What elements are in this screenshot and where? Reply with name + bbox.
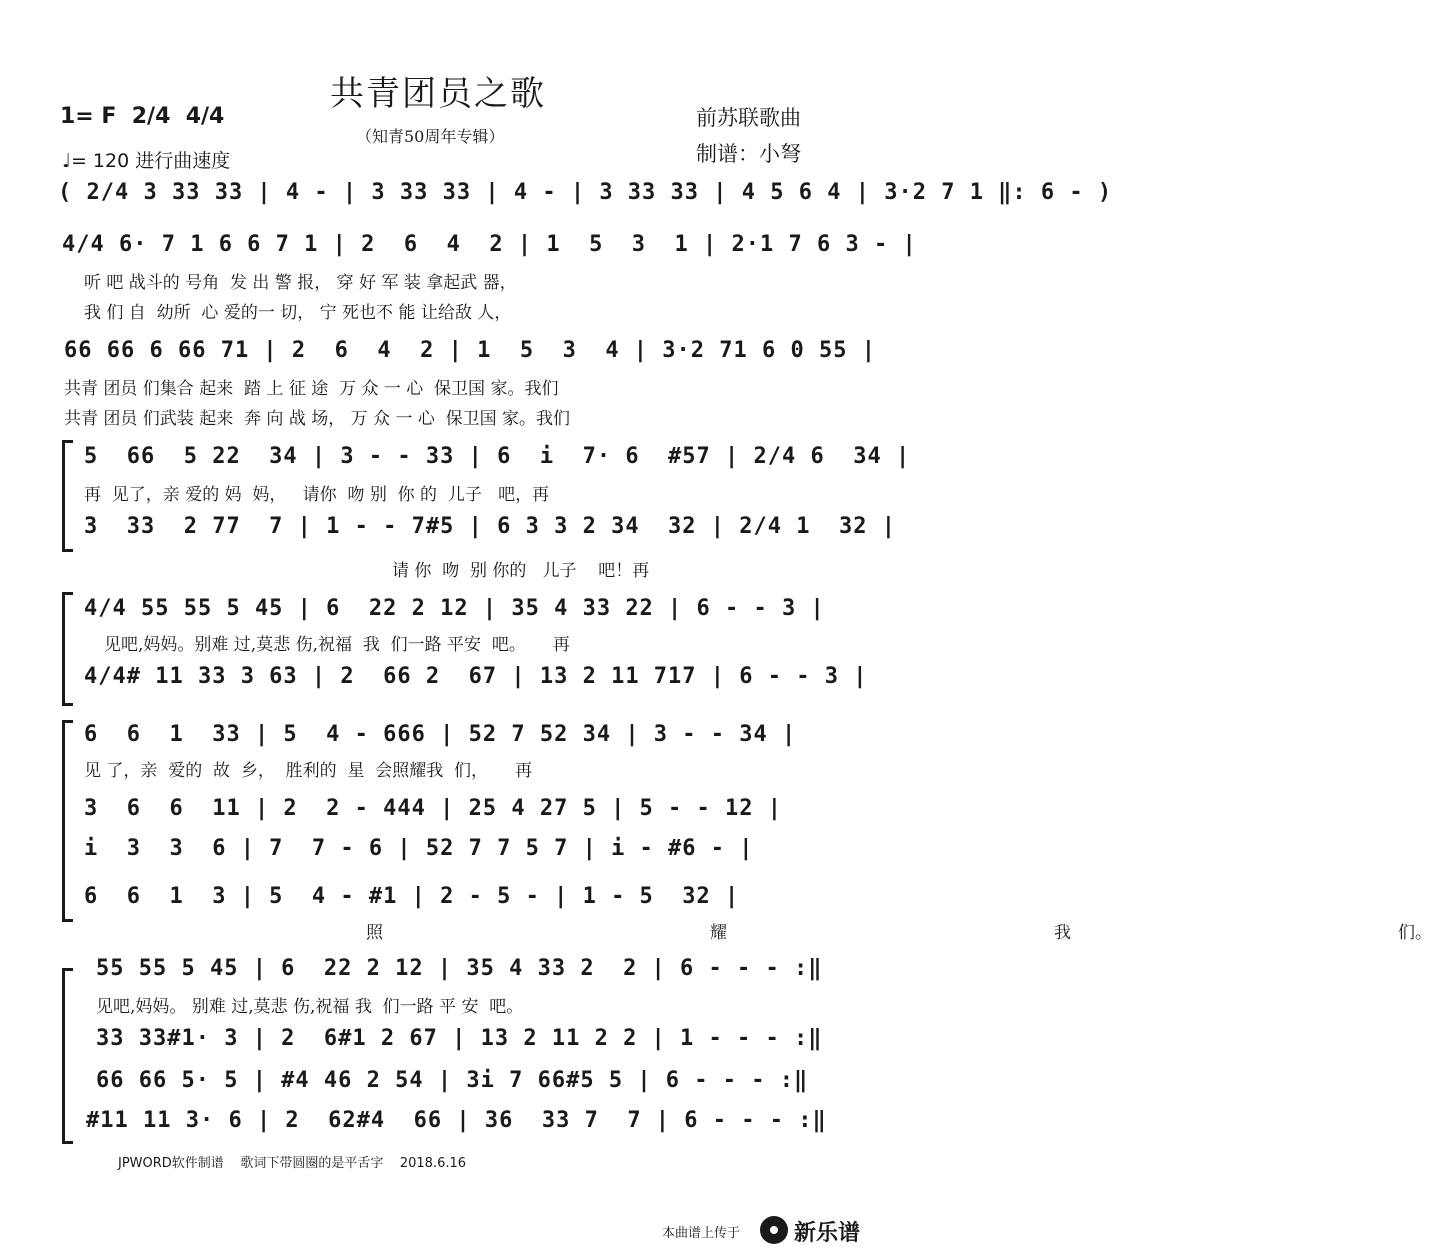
tempo-marking: ♩= 120 进行曲速度 <box>62 150 231 172</box>
staff-final-part4: #11 11 3· 6 | 2 62#4 66 | 36 33 7 7 | 6 - - - :‖ <box>86 1108 827 1133</box>
system-bracket-2 <box>62 592 73 706</box>
lyric-verse-1b: 我 们 自 幼所 心 爱的一 切， 宁 死也不 能 让给敌 人， <box>84 303 512 323</box>
lyric-chorus-2-upper: 见吧,妈妈。别难 过,莫悲 伤,祝福 我 们一路 平安 吧。 再 <box>104 635 570 655</box>
song-subtitle: （知青50周年专辑） <box>356 127 505 146</box>
lyric-final: 见吧,妈妈。 别难 过,莫悲 伤,祝福 我 们一路 平 安 吧。 <box>96 997 524 1017</box>
system-bracket-3 <box>62 720 73 922</box>
upload-note: 本曲谱上传于 <box>662 1226 741 1241</box>
footer-note: JPWORD软件制谱 歌词下带圆圈的是平舌字 2018.6.16 <box>118 1156 467 1171</box>
system-bracket-1 <box>62 440 73 552</box>
staff-chorus-2-upper: 4/4 55 55 5 45 | 6 22 2 12 | 35 4 33 22 | 6 - - 3 | <box>84 596 825 621</box>
staff-verse-1: 4/4 6· 7 1 6 6 7 1 | 2 6 4 2 | 1 5 3 1 | 2·1 7 6 3 - | <box>62 232 917 257</box>
staff-chorus-3-part4: 6 6 1 3 | 5 4 - #1 | 2 - 5 - | 1 - 5 32 | <box>84 884 740 909</box>
staff-verse-2: 66 66 6 66 71 | 2 6 4 2 | 1 5 3 4 | 3·2 71 6 0 55 | <box>64 338 876 363</box>
vinyl-disc-icon <box>760 1216 788 1244</box>
staff-intro: ( 2/4 3 33 33 | 4 - | 3 33 33 | 4 - | 3 33 33 | 4 5 6 4 | 3·2 7 1 ‖: 6 - ) <box>58 180 1113 205</box>
site-logo-text: 新乐谱 <box>794 1221 861 1246</box>
staff-chorus-2-lower: 4/4# 11 33 3 63 | 2 66 2 67 | 13 2 11 717 | 6 - - 3 | <box>84 664 868 689</box>
lyric-chorus-3-end: 照 耀 我 们。 <box>366 923 1432 943</box>
key-signature: 1= F 2/4 4/4 <box>60 104 225 129</box>
song-title: 共青团员之歌 <box>330 74 546 114</box>
lyric-verse-1a: 听 吧 战斗的 号角 发 出 警 报， 穿 好 军 装 拿起武 器， <box>84 273 517 293</box>
staff-chorus-1-lower: 3 33 2 77 7 | 1 - - 7#5 | 6 3 3 2 34 32 | 2/4 1 32 | <box>84 514 896 539</box>
staff-chorus-3-part2: 3 6 6 11 | 2 2 - 444 | 25 4 27 5 | 5 - - 12 | <box>84 796 783 821</box>
arranger: 制谱：小弩 <box>696 142 801 166</box>
system-bracket-4 <box>62 968 73 1144</box>
lyric-verse-2a: 共青 团员 们集合 起来 踏 上 征 途 万 众 一 心 保卫国 家。我们 <box>64 379 559 399</box>
site-logo[interactable] <box>760 1214 870 1246</box>
staff-chorus-3-part3: i 3 3 6 | 7 7 - 6 | 52 7 7 5 7 | i - #6 - | <box>84 836 754 861</box>
lyric-verse-2b: 共青 团员 们武装 起来 奔 向 战 场， 万 众 一 心 保卫国 家。我们 <box>64 409 571 429</box>
lyric-chorus-3: 见 了，亲 爱的 故 乡， 胜利的 星 会照耀我 们， 再 <box>84 761 533 781</box>
lyric-chorus-1-upper: 再 见了，亲 爱的 妈 妈， 请你 吻 别 你 的 儿子 吧，再 <box>84 485 550 505</box>
composer: 前苏联歌曲 <box>696 106 801 130</box>
staff-final-part1: 55 55 5 45 | 6 22 2 12 | 35 4 33 2 2 | 6 - - - :‖ <box>96 956 823 981</box>
lyric-chorus-1-lower: 请 你 吻 别 你的 儿子 吧！再 <box>392 561 650 581</box>
staff-chorus-3-part1: 6 6 1 33 | 5 4 - 666 | 52 7 52 34 | 3 - - 34 | <box>84 722 797 747</box>
staff-final-part3: 66 66 5· 5 | #4 46 2 54 | 3i 7 66#5 5 | 6 - - - :‖ <box>96 1068 809 1093</box>
staff-final-part2: 33 33#1· 3 | 2 6#1 2 67 | 13 2 11 2 2 | 1 - - - :‖ <box>96 1026 823 1051</box>
staff-chorus-1-upper: 5 66 5 22 34 | 3 - - 33 | 6 i 7· 6 #57 | 2/4 6 34 | <box>84 444 911 469</box>
